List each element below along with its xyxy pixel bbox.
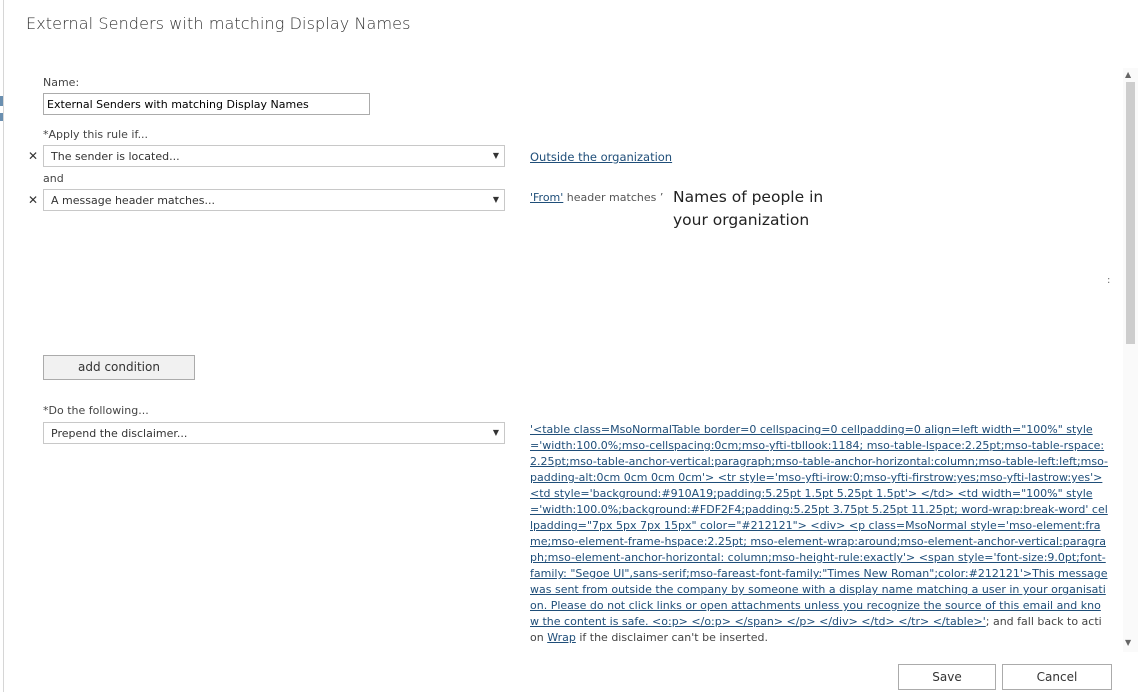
chevron-down-icon: ▼ — [492, 151, 499, 160]
stray-mark: : — [1107, 275, 1111, 286]
dialog-title: External Senders with matching Display Names — [26, 14, 411, 33]
scroll-down-icon[interactable]: ▼ — [1125, 638, 1132, 647]
condition-1-select-value: The sender is located... — [51, 150, 180, 163]
chevron-down-icon: ▼ — [492, 428, 499, 437]
condition-1-value-link[interactable]: Outside the organization — [530, 150, 673, 164]
condition-2-select[interactable] — [43, 189, 505, 211]
disclaimer-link[interactable]: '<table class=MsoNormalTable border=0 cellspacing=0 cellpadding=0 align=left width="100%" style='width:100.0%;mso-cellspacing:0cm;mso-yfti-tbllook:1184; mso-table-lspace:2.25pt;mso-table-rspace:2.25pt;mso-table-anchor-vertical:paragraph;mso-table-anchor-horizontal:column;mso-table-left:left;mso-padding-alt:0cm 0cm 0cm 0cm'> <tr style='mso-yfti-irow:0;mso-yfti-firstrow:yes;mso-yfti-lastrow:yes'> <td style='background:#910A19;padding:5.25pt 1.5pt 5.25pt 1.5pt'> </td> <td width="100%" style='width:100.0%;background:#FDF2F4;padding:5.25pt 3.75pt 5.25pt 11.25pt; word-wrap:break-word' cellpadding="7px 5px 7px 15px" color="#212121"> <div> <p class=MsoNormal style='mso-element:frame;mso-element-frame-hspace:2.25pt; mso-element-wrap:around;mso-element-anchor-vertical:paragraph;mso-element-anchor-horizontal: column;mso-height-rule:exactly'> <span style='font-size:9.0pt;font-family: "Segoe UI",sans-serif;mso-fareast-font-family:"Times New Roman";color:#212121'>This message was sent from outside the company by someone with a display name matching a user in your organisation. Please do not click links or open attachments unless you recognize the source of this email and know the content is safe. <o:p> </o:p> </span> </p> </div> </td> </tr> </table>' — [530, 423, 1109, 628]
cancel-button[interactable]: Cancel — [1002, 664, 1112, 690]
overlay-line-2: your organization — [673, 211, 810, 229]
name-input[interactable] — [43, 93, 370, 115]
save-button[interactable]: Save — [898, 664, 996, 690]
fallback-action-link[interactable]: Wrap — [547, 631, 576, 644]
left-panel-marker — [0, 96, 3, 106]
disclaimer-value — [530, 422, 1108, 646]
action-select-value: Prepend the disclaimer... — [51, 427, 188, 440]
apply-rule-label: *Apply this rule if... — [43, 128, 149, 141]
action-select[interactable] — [43, 422, 505, 444]
condition-1-select[interactable] — [43, 145, 505, 167]
fallback-text: ; and fall back to action — [530, 615, 1102, 644]
and-label: and — [43, 172, 64, 185]
overlay-line-1: Names of people in — [673, 188, 824, 206]
name-label: Name: — [43, 76, 80, 89]
fallback-tail-text: if the disclaimer can't be inserted. — [575, 631, 768, 644]
header-from-link[interactable]: 'From' — [530, 191, 564, 204]
condition-2-value — [530, 191, 663, 204]
header-matches-trail: ’ — [659, 191, 664, 204]
scrollbar-thumb[interactable] — [1126, 82, 1135, 344]
header-pattern-overlay — [673, 186, 913, 232]
add-condition-button[interactable]: add condition — [43, 355, 195, 380]
do-following-label: *Do the following... — [43, 404, 149, 417]
condition-2-select-value: A message header matches... — [51, 194, 215, 207]
left-panel-marker — [0, 113, 3, 121]
chevron-down-icon: ▼ — [492, 195, 499, 204]
scroll-up-icon[interactable]: ▲ — [1125, 70, 1132, 79]
remove-condition-1-icon[interactable]: ✕ — [28, 149, 39, 163]
remove-condition-2-icon[interactable]: ✕ — [28, 193, 39, 207]
header-matches-text: header matches — [563, 191, 660, 204]
